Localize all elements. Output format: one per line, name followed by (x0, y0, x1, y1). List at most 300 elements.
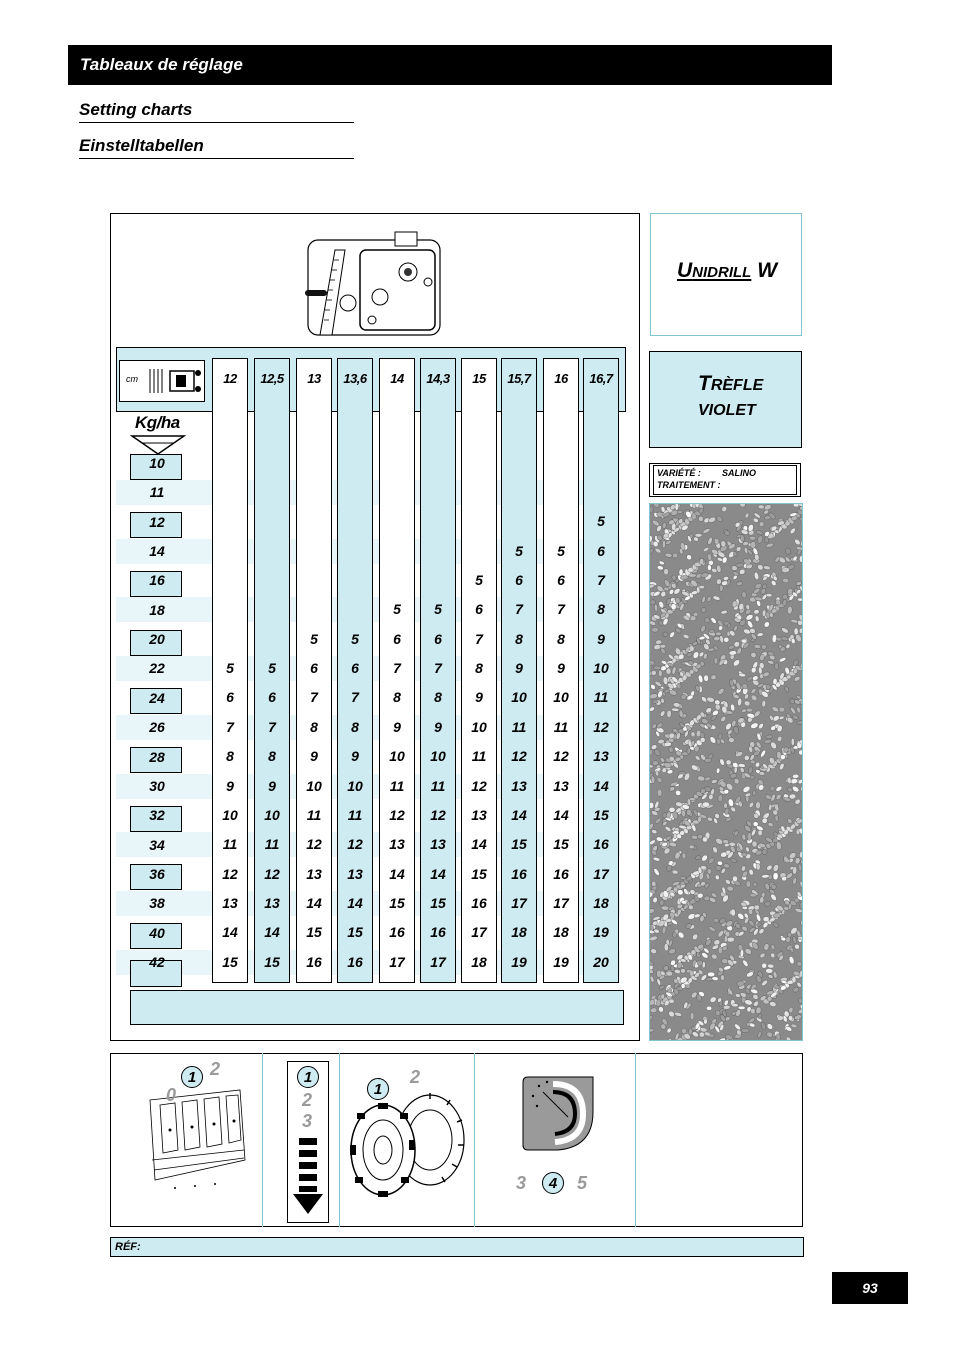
seed-grain (746, 881, 751, 888)
column-header: 12,5 (260, 371, 284, 386)
seed-grain (723, 1005, 730, 1010)
seed-grain (682, 853, 687, 859)
seed-grain (742, 592, 747, 599)
seed-grain (715, 865, 722, 871)
seed-grain (756, 535, 763, 544)
seed-grain (763, 565, 771, 570)
table-cell-value: 17 (389, 954, 405, 970)
table-cell-value: 10 (264, 807, 280, 823)
table-cell-value: 13 (471, 807, 487, 823)
seed-grain (714, 837, 723, 846)
seed-grain (788, 1015, 793, 1021)
table-cell-value: 9 (226, 778, 234, 794)
seed-grain (798, 998, 802, 1004)
table-cell-value: 7 (226, 719, 234, 735)
seed-grain (750, 828, 756, 836)
lever-option-3: 3 (516, 1173, 527, 1193)
seed-grain (674, 1011, 682, 1017)
table-cell-value: 15 (306, 924, 322, 940)
seed-grain (797, 619, 803, 626)
table-cell-value: 13 (593, 748, 609, 764)
seed-grain (772, 971, 777, 979)
seed-grain (799, 516, 803, 524)
seed-grain (735, 546, 741, 552)
table-cell-value: 8 (515, 631, 523, 647)
table-cell-value: 16 (306, 954, 322, 970)
seed-grain (706, 696, 715, 703)
table-cell-value: 12 (471, 778, 487, 794)
seed-grain (784, 686, 790, 693)
seed-grain (650, 1007, 657, 1013)
seed-grain (704, 938, 712, 947)
table-footer-bar (130, 990, 624, 1025)
kg-rate-label: 24 (149, 690, 165, 706)
seed-grain (791, 785, 800, 793)
table-cell-value: 13 (511, 778, 527, 794)
table-cell-value: 10 (553, 689, 569, 705)
table-cell-value: 13 (347, 866, 363, 882)
seed-grain (749, 536, 756, 540)
seed-grain (658, 1006, 665, 1013)
kg-rate-label: 36 (149, 866, 165, 882)
table-cell-value: 15 (347, 924, 363, 940)
table-cell-value: 8 (475, 660, 483, 676)
drive-wheel-illustration (345, 1085, 470, 1210)
table-cell-value: 12 (389, 807, 405, 823)
table-cell-value: 14 (347, 895, 363, 911)
table-cell-value: 12 (347, 836, 363, 852)
seed-grain (667, 653, 674, 660)
seed-grain (759, 952, 766, 959)
seed-grain (767, 964, 774, 969)
seed-grain (752, 993, 759, 1000)
seed-grain (748, 801, 754, 808)
table-cell-value: 7 (393, 660, 401, 676)
seed-grain (788, 956, 795, 965)
seed-grain (714, 658, 718, 665)
table-cell-value: 15 (471, 866, 487, 882)
model-name: UNIDRILL W (677, 259, 778, 282)
seed-grain (671, 666, 676, 674)
seed-grain (715, 578, 722, 585)
seed-grain (652, 761, 658, 766)
kg-rate-label: 40 (149, 925, 165, 941)
seed-grain (800, 901, 803, 909)
seed-grain (664, 742, 672, 747)
seed-grain (738, 673, 745, 678)
row-spacing-icon-box (119, 360, 205, 402)
seed-grain (681, 694, 687, 699)
table-cell-value: 15 (389, 895, 405, 911)
table-cell-value: 8 (557, 631, 565, 647)
seed-grain (755, 1007, 761, 1015)
seed-grain (662, 631, 669, 637)
seed-grain (736, 647, 742, 655)
seed-grain (794, 857, 800, 864)
seed-grain (727, 937, 735, 942)
seed-grain (791, 638, 796, 644)
seed-grain (737, 912, 746, 920)
seed-grain (764, 882, 770, 890)
seed-grain (784, 547, 791, 555)
table-cell-value: 7 (475, 631, 483, 647)
seed-grain (721, 610, 728, 615)
seed-grain (718, 947, 722, 954)
table-cell-value: 14 (222, 924, 238, 940)
seed-grain (752, 881, 758, 887)
seed-grain (779, 707, 785, 712)
seed-grain (677, 510, 683, 514)
table-cell-value: 20 (593, 954, 609, 970)
seed-grain (798, 749, 803, 756)
seed-grain (669, 999, 675, 1004)
seed-grain (768, 804, 773, 811)
seed-grain (699, 585, 705, 589)
seed-grain (704, 617, 710, 623)
table-cell-value: 7 (351, 689, 359, 705)
seed-grain (658, 560, 664, 565)
seed-grain (652, 504, 660, 508)
table-cell-value: 6 (226, 689, 234, 705)
seed-grain (716, 739, 721, 745)
seed-grain (745, 846, 750, 852)
table-cell-value: 12 (430, 807, 446, 823)
seed-grain (771, 706, 779, 713)
seed-grain (720, 715, 727, 722)
seed-grain (708, 926, 716, 933)
seed-grain (680, 968, 687, 974)
seed-grain (711, 779, 718, 784)
seed-grain (768, 974, 774, 979)
seed-grain (686, 809, 691, 815)
seed-grain (718, 1037, 727, 1041)
table-cell-value: 11 (389, 778, 405, 794)
seed-grain (772, 921, 779, 928)
table-cell-value: 9 (351, 748, 359, 764)
seed-grain (723, 863, 730, 868)
seed-grain (794, 628, 798, 635)
table-cell-value: 12 (306, 836, 322, 852)
subtitle-german: Einstelltabellen (79, 136, 354, 159)
seed-grain (653, 857, 661, 862)
seed-grain (746, 708, 753, 712)
seed-grain (672, 870, 679, 875)
seed-grain (654, 547, 662, 554)
seed-grain (691, 732, 696, 737)
kg-rate-label: 11 (149, 484, 165, 500)
seed-grain (650, 683, 656, 690)
seed-grain (721, 505, 728, 512)
seed-grain (741, 925, 749, 932)
table-cell-value: 11 (593, 689, 609, 705)
seed-grain (748, 869, 754, 876)
seed-grain (690, 1012, 694, 1019)
seed-grain (731, 909, 736, 916)
table-cell-value: 9 (434, 719, 442, 735)
table-cell-value: 16 (389, 924, 405, 940)
table-cell-value: 6 (393, 631, 401, 647)
seed-photo (649, 503, 803, 1041)
column-header: 16,7 (589, 371, 613, 386)
seed-grain (758, 505, 764, 509)
column-header: 12 (223, 371, 237, 386)
strip-divider (339, 1053, 340, 1227)
table-cell-value: 9 (268, 778, 276, 794)
table-cell-value: 11 (553, 719, 569, 735)
seed-grain (650, 1028, 654, 1033)
seed-grain (748, 766, 754, 774)
seed-grain (759, 521, 765, 527)
seed-grain (757, 1031, 762, 1038)
seed-grain (735, 1009, 742, 1017)
seed-grain (738, 568, 746, 575)
seed-grain (701, 596, 706, 603)
table-cell-value: 19 (593, 924, 609, 940)
seed-grain (790, 619, 798, 624)
seed-grain (754, 644, 761, 649)
table-cell-value: 15 (593, 807, 609, 823)
seed-grain (657, 565, 664, 571)
seed-grain (692, 651, 700, 660)
seed-grain (741, 852, 747, 857)
table-cell-value: 17 (593, 866, 609, 882)
table-cell-value: 6 (515, 572, 523, 588)
strip-divider (635, 1053, 636, 1227)
table-cell-value: 6 (475, 601, 483, 617)
table-cell-value: 10 (389, 748, 405, 764)
seed-grain (722, 839, 728, 843)
seed-grain (763, 943, 770, 951)
kg-rate-label: 16 (149, 572, 165, 588)
seed-grain (755, 913, 761, 922)
seed-grain (748, 919, 755, 927)
seed-grain (710, 674, 716, 680)
seed-grain (788, 1007, 793, 1013)
seed-grain (757, 632, 764, 637)
table-cell-value: 10 (593, 660, 609, 676)
seed-grain (796, 706, 802, 713)
seed-grain (729, 842, 736, 846)
table-cell-value: 8 (597, 601, 605, 617)
seed-grain (651, 627, 658, 632)
seed-grain (744, 513, 749, 519)
table-cell-value: 11 (222, 836, 238, 852)
table-cell-value: 13 (222, 895, 238, 911)
seed-grain (669, 841, 677, 847)
seed-grain (742, 785, 751, 794)
feeder-option-2: 2 (210, 1059, 221, 1079)
seed-grain (729, 650, 737, 655)
seed-grain (724, 878, 731, 885)
kg-rate-label: 38 (149, 895, 165, 911)
seed-grain (733, 551, 738, 557)
table-cell-value: 8 (310, 719, 318, 735)
seed-grain (787, 606, 793, 614)
seed-grain (700, 696, 707, 703)
table-cell-value: 13 (389, 836, 405, 852)
seed-grain (794, 1014, 803, 1021)
kg-rate-label: 32 (149, 807, 165, 823)
seed-grain (715, 632, 721, 636)
seed-grain (720, 975, 724, 981)
seed-grain (765, 542, 774, 548)
table-cell-value: 16 (553, 866, 569, 882)
seed-grain (730, 704, 735, 711)
column-header: 14 (390, 371, 404, 386)
flap-option-3: 3 (302, 1111, 313, 1131)
flap-selected-badge: 1 (297, 1066, 319, 1088)
seed-grain (697, 775, 705, 782)
seed-grain (732, 659, 741, 668)
seed-grain (713, 636, 720, 641)
seed-grain (791, 738, 794, 745)
table-cell-value: 5 (597, 513, 605, 529)
seed-grain (775, 785, 783, 792)
seed-grain (739, 992, 747, 999)
table-cell-value: 16 (511, 866, 527, 882)
seed-grain (712, 595, 720, 601)
seed-grain (701, 854, 709, 862)
seed-grain (667, 710, 672, 718)
seed-grain (678, 710, 683, 718)
seed-grain (759, 896, 764, 903)
seed-grain (739, 504, 746, 508)
seed-grain (707, 816, 713, 821)
seed-grain (659, 757, 665, 764)
seed-grain (708, 972, 715, 977)
seed-grain (742, 959, 750, 967)
seed-grain (660, 506, 665, 513)
seed-grain (764, 901, 771, 907)
seed-grain (724, 936, 728, 943)
table-cell-value: 14 (389, 866, 405, 882)
seed-grain (785, 1036, 792, 1041)
seed-grain (702, 802, 709, 807)
table-cell-value: 13 (553, 778, 569, 794)
seed-grain (666, 1027, 672, 1033)
table-cell-value: 18 (553, 924, 569, 940)
seed-grain (747, 833, 752, 841)
seed-grain (762, 700, 766, 707)
feeder-selected-badge: 1 (181, 1066, 203, 1088)
table-cell-value: 11 (306, 807, 322, 823)
feeder-option-0: 0 (166, 1085, 177, 1105)
table-cell-value: 11 (471, 748, 487, 764)
seed-grain (753, 572, 759, 580)
table-cell-value: 18 (471, 954, 487, 970)
treatment-label: TRAITEMENT : (657, 480, 721, 490)
seed-grain (706, 1006, 711, 1010)
seed-grain (699, 1032, 705, 1038)
table-cell-value: 7 (597, 572, 605, 588)
seed-grain (765, 968, 772, 973)
seed-grain (650, 706, 655, 712)
seed-grain (750, 722, 759, 730)
table-cell-value: 16 (430, 924, 446, 940)
table-cell-value: 12 (222, 866, 238, 882)
seed-grain (781, 627, 790, 634)
table-cell-value: 15 (430, 895, 446, 911)
seed-grain (776, 841, 782, 850)
seed-grain (675, 801, 683, 807)
seed-grain (661, 926, 666, 934)
seed-grain (679, 825, 687, 830)
seed-grain (757, 564, 765, 572)
seed-grain (691, 933, 699, 941)
table-cell-value: 17 (430, 954, 446, 970)
seed-grain (766, 1023, 774, 1031)
model-box (650, 213, 802, 336)
seed-grain (739, 767, 745, 774)
seed-grain (763, 916, 769, 921)
table-cell-value: 8 (351, 719, 359, 735)
seed-grain (755, 615, 760, 622)
seed-grain (713, 918, 719, 922)
table-cell-value: 6 (351, 660, 359, 676)
seed-grain (709, 629, 714, 633)
table-cell-value: 15 (553, 836, 569, 852)
seed-grain (663, 677, 669, 685)
seed-grain (750, 1008, 755, 1014)
strip-divider (474, 1053, 475, 1227)
table-cell-value: 16 (593, 836, 609, 852)
seed-grain (715, 1010, 720, 1016)
table-cell-value: 5 (268, 660, 276, 676)
seed-grain (792, 987, 799, 993)
seed-grain (717, 687, 725, 696)
seed-grain (773, 872, 779, 880)
seed-grain (754, 761, 760, 767)
seed-grain (707, 553, 713, 561)
seed-grain (711, 953, 719, 960)
seed-grain (763, 509, 769, 515)
column-header: 15,7 (507, 371, 531, 386)
seed-grain (656, 512, 663, 517)
seed-grain (794, 538, 802, 546)
seed-grain (716, 768, 720, 774)
seed-grain (752, 841, 758, 847)
seed-grain (657, 789, 662, 796)
seed-grain (772, 634, 777, 642)
seed-grain (676, 683, 681, 689)
seed-grain (763, 621, 770, 629)
page-number: 93 (832, 1272, 908, 1304)
seed-grain (689, 970, 693, 976)
flap-option-2: 2 (302, 1090, 313, 1110)
seed-grain (792, 714, 799, 720)
variety-label: VARIÉTÉ : (657, 468, 701, 478)
seed-grain (743, 700, 750, 707)
lever-option-5: 5 (577, 1173, 588, 1193)
seed-grain (658, 601, 665, 609)
seed-grain (654, 680, 662, 687)
table-cell-value: 9 (393, 719, 401, 735)
seed-grain (792, 936, 798, 944)
seed-grain (782, 578, 789, 583)
seed-grain (776, 735, 782, 742)
table-cell-value: 16 (347, 954, 363, 970)
seed-grain (707, 857, 715, 865)
table-cell-value: 17 (511, 895, 527, 911)
seed-grain (735, 993, 741, 998)
reference-bar (110, 1237, 804, 1257)
seed-grain (790, 706, 797, 714)
seed-grain (668, 948, 677, 955)
seed-grain (798, 864, 803, 872)
seed-grain (746, 620, 754, 629)
seed-grain (650, 507, 653, 513)
seed-grain (650, 749, 653, 755)
